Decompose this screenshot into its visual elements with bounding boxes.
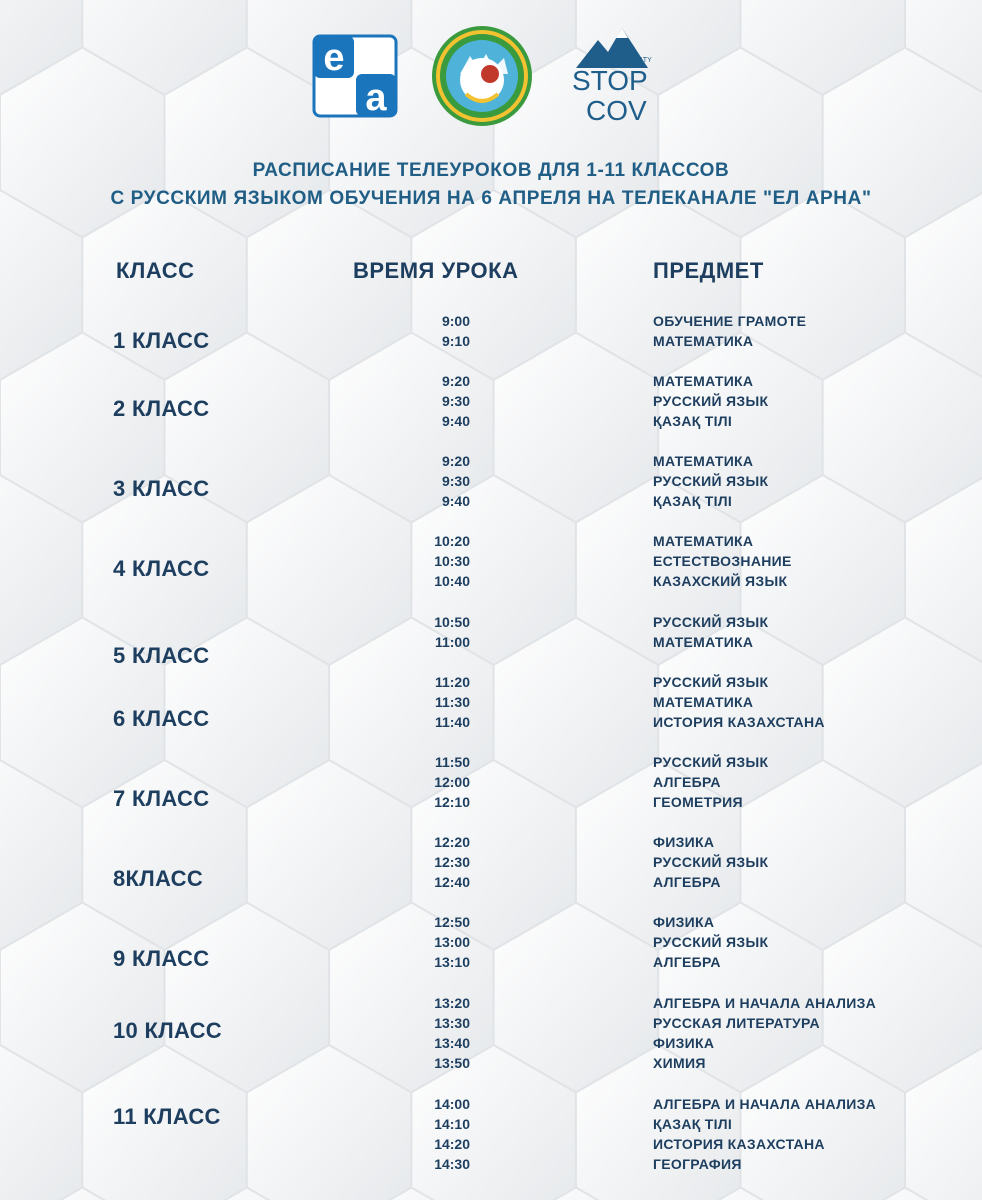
lesson-time: 10:40 [434,573,470,589]
lesson-subject: МАТЕМАТИКА [653,533,754,549]
class-label: 2 КЛАСС [113,396,210,421]
lesson-time: 11:30 [434,694,470,710]
class-label: 6 КЛАСС [113,706,210,731]
lesson-subject: АЛГЕБРА [653,874,721,890]
class-label: 11 КЛАСС [113,1104,221,1129]
lesson-subject: ФИЗИКА [653,1035,715,1051]
lesson-subject: ИСТОРИЯ КАЗАХСТАНА [653,714,825,730]
lesson-subject: ХИМИЯ [653,1055,706,1071]
header-time: ВРЕМЯ УРОКА [353,258,519,283]
logo-bar [0,24,982,124]
header-subject: ПРЕДМЕТ [653,258,764,283]
lesson-time: 9:30 [441,393,470,409]
lesson-subject: АЛГЕБРА И НАЧАЛА АНАЛИЗА [653,995,877,1011]
lesson-subject: РУССКИЙ ЯЗЫК [653,754,769,770]
lesson-time: 12:50 [434,914,470,930]
lesson-subject: АЛГЕБРА [653,774,721,790]
svg-text:ALMATY: ALMATY [624,57,652,64]
lesson-time: 9:40 [441,493,470,509]
lesson-subject: РУССКИЙ ЯЗЫК [653,854,769,870]
lesson-time: 12:30 [434,854,470,870]
lesson-time: 12:10 [434,794,470,810]
lesson-time: 9:00 [441,313,470,329]
lesson-time: 10:50 [434,614,470,630]
lesson-time: 13:00 [434,934,470,950]
lesson-time: 14:30 [434,1156,470,1172]
lesson-subject: РУССКИЙ ЯЗЫК [653,473,769,489]
almaty-emblem [430,24,534,128]
lesson-time: 9:30 [441,473,470,489]
lesson-subject: МАТЕМАТИКА [653,373,754,389]
lesson-time: 14:00 [434,1096,470,1112]
page-title-line-2: С РУССКИМ ЯЗЫКОМ ОБУЧЕНИЯ НА 6 АПРЕЛЯ НА ТЕЛЕКАНАЛЕ "ЕЛ АРНА" [110,188,872,209]
class-label: 8КЛАСС [113,866,204,891]
lesson-time: 10:20 [434,533,470,549]
lesson-subject: ГЕОГРАФИЯ [653,1156,742,1172]
lesson-subject: РУССКИЙ ЯЗЫК [653,393,769,409]
class-label: 7 КЛАСС [113,786,210,811]
lesson-subject: ҚАЗАҚ ТІЛІ [653,493,733,509]
svg-text:COV: COV [586,95,647,126]
class-label: 1 КЛАСС [113,328,210,353]
lesson-subject: АЛГЕБРА И НАЧАЛА АНАЛИЗА [653,1096,877,1112]
svg-text:STOP: STOP [572,65,648,96]
lesson-time: 12:20 [434,834,470,850]
lesson-subject: РУССКИЙ ЯЗЫК [653,614,769,630]
lesson-subject: ҚАЗАҚ ТІЛІ [653,413,733,429]
lesson-time: 13:20 [434,995,470,1011]
lesson-time: 14:10 [434,1116,470,1132]
lesson-subject: ФИЗИКА [653,834,715,850]
header-class: КЛАСС [116,258,195,283]
lesson-subject: МАТЕМАТИКА [653,453,754,469]
el-arna-logo [312,34,398,118]
lesson-time: 9:10 [441,333,470,349]
lesson-time: 14:20 [434,1136,470,1152]
lesson-subject: МАТЕМАТИКА [653,634,754,650]
lesson-subject: АЛГЕБРА [653,954,721,970]
lesson-time: 11:20 [434,674,470,690]
lesson-time: 9:20 [441,373,470,389]
class-label: 10 КЛАСС [113,1018,222,1043]
lesson-subject: ИСТОРИЯ КАЗАХСТАНА [653,1136,825,1152]
lesson-subject: КАЗАХСКИЙ ЯЗЫК [653,573,788,589]
svg-text:a: a [365,77,387,118]
lesson-subject: РУССКИЙ ЯЗЫК [653,934,769,950]
lesson-subject: РУССКАЯ ЛИТЕРАТУРА [653,1015,820,1031]
lesson-subject: ОБУЧЕНИЕ ГРАМОТЕ [653,313,807,329]
lesson-subject: ҚАЗАҚ ТІЛІ [653,1116,733,1132]
lesson-time: 10:30 [434,553,470,569]
class-label: 5 КЛАСС [113,643,210,668]
lesson-time: 13:30 [434,1015,470,1031]
lesson-time: 12:00 [434,774,470,790]
lesson-time: 13:40 [434,1035,470,1051]
lesson-time: 11:00 [434,634,470,650]
lesson-subject: МАТЕМАТИКА [653,333,754,349]
lesson-time: 11:40 [434,714,470,730]
page-title-line-1: РАСПИСАНИЕ ТЕЛЕУРОКОВ ДЛЯ 1-11 КЛАССОВ [252,160,730,181]
lesson-subject: ФИЗИКА [653,914,715,930]
lesson-time: 9:40 [441,413,470,429]
svg-text:e: e [323,37,345,79]
lesson-subject: МАТЕМАТИКА [653,694,754,710]
lesson-subject: ЕСТЕСТВОЗНАНИЕ [653,553,792,569]
stop-cov-logo [568,26,672,126]
lesson-subject: ГЕОМЕТРИЯ [653,794,743,810]
lesson-subject: РУССКИЙ ЯЗЫК [653,674,769,690]
lesson-time: 13:10 [434,954,470,970]
lesson-time: 11:50 [434,754,470,770]
lesson-time: 13:50 [434,1055,470,1071]
lesson-time: 12:40 [434,874,470,890]
lesson-time: 9:20 [441,453,470,469]
class-label: 4 КЛАСС [113,556,210,581]
class-label: 3 КЛАСС [113,476,210,501]
class-label: 9 КЛАСС [113,946,210,971]
